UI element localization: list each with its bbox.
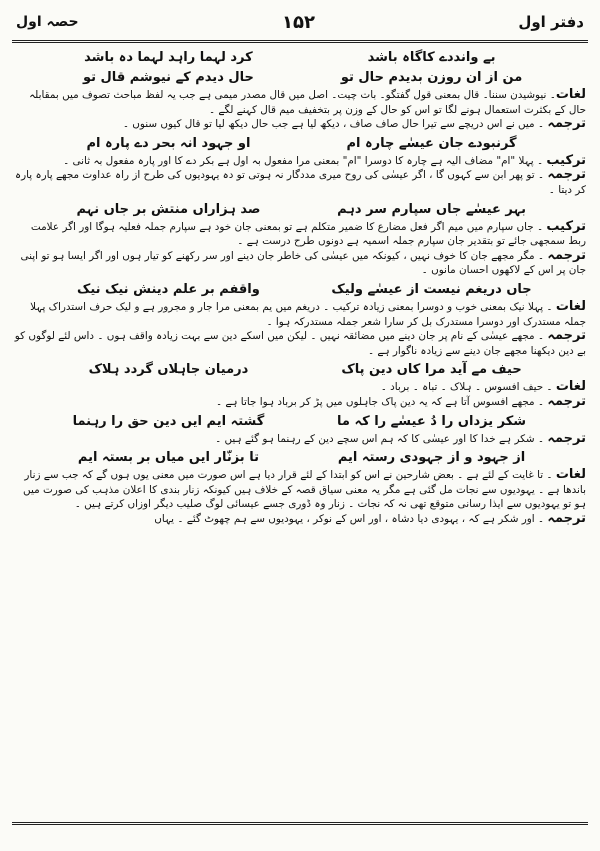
commentary-label: ترجمہ xyxy=(547,247,586,263)
commentary-paragraph xyxy=(14,88,586,117)
header-rule xyxy=(12,40,588,43)
commentary-label: ترجمہ xyxy=(547,393,586,409)
verse-hemistich-second: واقفم بر علم دینش نیک نیک xyxy=(77,281,260,297)
verse-hemistich-second: گشتہ ایم ایں دین حق را رہنما xyxy=(72,413,265,429)
page-body xyxy=(14,46,586,817)
page-number: ۱۵۲ xyxy=(281,11,315,33)
commentary-paragraph xyxy=(14,117,586,132)
verse-hemistich-first: از جہود و از جہودی رستہ ایم xyxy=(337,450,526,466)
book-title: دفتر اول xyxy=(518,13,584,31)
verse-hemistich-first: حیف مے آید مرا کاں دین پاک xyxy=(341,362,522,378)
commentary-label: ترجمہ xyxy=(547,116,586,132)
commentary-text: ۔ پہلا "ام" مضاف الیہ ہے چارہ کا دوسرا "ام" بمعنی مرا مفعول بہ اول ہے بکر دے کا اور پارہ مفعول بہ ثانی ۔ xyxy=(63,154,547,167)
verse-couplet xyxy=(14,135,586,152)
commentary-text: ۔ شکر ہے خدا کا اور عیسٰی کا کہ ہم اس سچے دین کے رہنما ہو گئے ہیں ۔ xyxy=(215,432,548,445)
commentary-text: ۔ اور شکر ہے کہ ، یہودی دیا دشاہ ، اور اس کے نوکر ، یہودیوں سے ہم چھوٹ گئے ۔ یہاں xyxy=(154,512,548,525)
verse-hemistich-first: گرنبودے جان عیسٰے چارہ ام xyxy=(346,135,517,151)
commentary-paragraph xyxy=(14,300,586,329)
commentary-paragraph xyxy=(14,154,586,169)
commentary-text: ۔ جاں سپارم میں میم اگر فعل مضارع کا ضمیر متکلم ہے تو بمعنی جان خود ہے سپارم جملہ فعلیہ ہوگا اور اگر علامت ربط سمجھی جائے تو بتقدیر جان سپارم جملہ اسمیہ ہے دونوں طرح درست ہے ۔ xyxy=(30,220,586,248)
verse-hemistich-first: بہر عیسٰے جاں سپارم سر دہم xyxy=(337,201,527,217)
commentary-text: ۔ نیوشیدن سننا۔ قال بمعنی قول گفتگو۔ بات چیت۔ اصل میں قال مصدر میمی ہے جب یہ لفظ مباحث تصوف میں بمقابلہ حال کے بکثرت استعمال ہونے لگا تو اس کو حال کے وزن پر بتخفیف میم قال کہنے لگے ۔ xyxy=(29,89,586,116)
verse-hemistich-second: درمیان جاہلاں گردد ہلاک xyxy=(88,362,249,378)
verse-couplet xyxy=(14,69,586,86)
commentary-text: ۔ پہلا نیک بمعنی خوب و دوسرا بمعنی زیادہ ترکیب ۔ دریغم میں یم بمعنی مرا جار و مجرور ہے و لیک حرف استدراک پہلا جملہ مستدرک اور دوسرا مستدرک بل کر سارا شعر جملہ مستدرکہ ہوا ۔ xyxy=(30,300,586,328)
footer-rule xyxy=(12,822,588,825)
commentary-paragraph xyxy=(14,432,586,447)
commentary-paragraph xyxy=(14,468,586,512)
verse-hemistich-second: حال دیدم کے نیوشم قال تو xyxy=(82,70,254,85)
commentary-label: لغات xyxy=(555,87,586,102)
commentary-label: ترجمہ xyxy=(547,430,586,446)
commentary-label: لغات xyxy=(555,467,586,483)
verse-hemistich-second: تا بزنّار ایں میاں بر بستہ ایم xyxy=(77,450,259,466)
verse-hemistich-first: شکر یزداں را دُ عیسٰے را کہ ما xyxy=(337,413,527,429)
verse-hemistich-second: صد ہزاراں منتش بر جاں نہم xyxy=(76,201,261,217)
commentary-paragraph xyxy=(14,380,586,395)
commentary-text: ۔ حیف افسوس ۔ ہلاک ۔ تباہ ۔ برباد ۔ xyxy=(380,381,556,394)
verse-couplet xyxy=(14,49,586,66)
commentary-paragraph xyxy=(14,329,586,358)
page-header xyxy=(16,6,584,38)
commentary-label: ترجمہ xyxy=(547,510,586,526)
verse-hemistich-first: جاں دریغم نیست از عیسٰے ولیک xyxy=(331,281,532,297)
commentary-paragraph xyxy=(14,220,586,249)
commentary-text: ۔ میں نے اس دریچے سے تیرا حال صاف صاف ، دیکھ لیا ہے جب حال دیکھ لیا تو قال کیوں سنوں ۔ xyxy=(122,118,548,131)
commentary-label: ترجمہ xyxy=(547,328,586,344)
commentary-text: ۔ مگر مجھے جان کا خوف نہیں ، کیونکہ میں عیسٰی کی خاطر جان دینے اور سر رکھنے کو تیار ہوں اور اگر ایسا ہو تو اپنی جان پر اس کے لاکھوں احسان مانوں ۔ xyxy=(20,249,586,277)
commentary-label: ترجمہ xyxy=(547,167,586,183)
commentary-label: لغات xyxy=(555,379,586,395)
verse-couplet xyxy=(14,361,586,378)
commentary-paragraph xyxy=(14,512,586,527)
section-title: حصہ اول xyxy=(16,14,79,30)
verse-couplet xyxy=(14,449,586,466)
commentary-text: ۔ مجھے عیسٰی کے نام پر جان دینے میں مضائقہ نہیں ۔ لیکن میں اسکے دین سے بہت زیادہ واقف ہوں ۔ داس لئے لوگوں کو بے دین دیکھنا مجھے جان دینے سے زیادہ ناگوار ہے ۔ xyxy=(14,330,586,357)
commentary-label: ترکیب xyxy=(546,218,586,234)
commentary-label: ترکیب xyxy=(546,152,586,168)
verse-hemistich-second: کرد لہما راہد لہما دہ باشد xyxy=(84,50,253,65)
verse-hemistich-first: من از ان روزن بدیدم حال تو xyxy=(340,70,523,85)
verse-hemistich-first: بے وانددے کاگاہ باشد xyxy=(367,50,496,65)
commentary-text: ۔ تو پھر ابن سے کہوں گا ، اگر عیسٰی کی روح میری مددگار نہ ہوتی تو دہ یہودیوں کی طرح از راہ عداوت مجھے پارہ پارہ کر دیتا ۔ xyxy=(15,169,586,196)
verse-couplet xyxy=(14,413,586,430)
verse-hemistich-second: او جہود انہ بحر دے پارہ ام xyxy=(86,135,251,151)
verse-couplet xyxy=(14,201,586,218)
commentary-paragraph xyxy=(14,395,586,410)
commentary-text: ۔ مجھے افسوس آتا ہے کہ یہ دین پاک جاہلوں میں پڑ کر برباد ہوا جاتا ہے ۔ xyxy=(215,395,548,408)
commentary-text: ۔ تا غایت کے لئے ہے ۔ بعض شارحین نے اس کو ابتدا کے لئے قرار دیا ہے اس صورت میں معنی یوں ہوں گے کہ جب سے زنار باندھا ہے ۔ یہودیوں سے نجات مل گئی ہے مگر یہ معنی سیاق قصہ کے خلاف ہیں کیونکہ زنار بندی کا اعلان مذہب کی صورت میں ہو تو یہودیوں سے ایذا رسانی متوقع تھی نہ کہ نجات ۔ زنار وہ ڈوری جسے عیسائی لوگ صلیب دیگر اوزاں کرتے ہیں ۔ xyxy=(23,469,586,511)
commentary-paragraph xyxy=(14,168,586,197)
commentary-label: لغات xyxy=(555,298,586,314)
commentary-paragraph xyxy=(14,249,586,278)
verse-couplet xyxy=(14,281,586,298)
